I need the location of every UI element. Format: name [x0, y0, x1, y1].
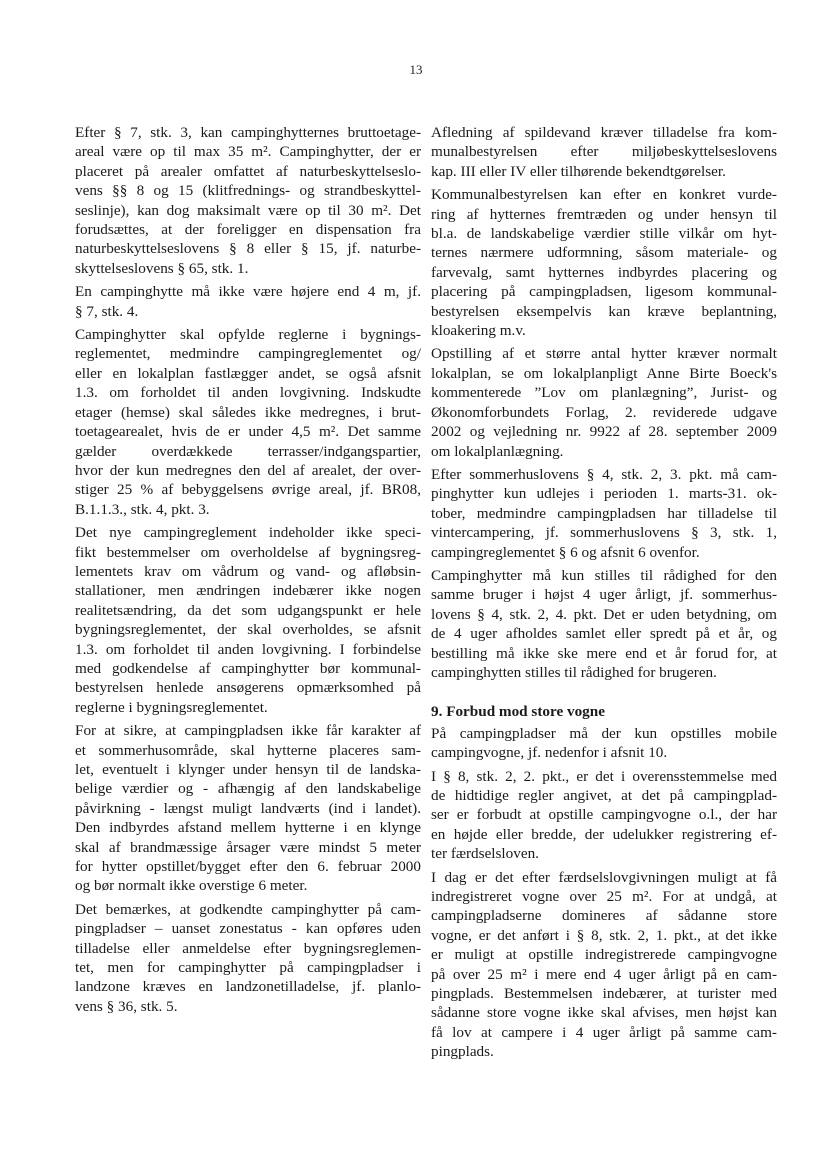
paragraph [431, 868, 777, 1062]
text-line: munalbestyrelsen efter miljøbeskyttelseslovens [431, 143, 777, 161]
paragraph [431, 566, 777, 682]
text-line: vens §§ 8 og 15 (klitfrednings- og strandbeskyttel- [75, 182, 421, 200]
text-line: bestyrelsen henlede ansøgerens opmærksomhed på [75, 679, 421, 697]
text-line: Afledning af spildevand kræver tilladelse fra kom- [431, 124, 777, 141]
text-line: naturbeskyttelseslovens § 8 eller § 15, jf. naturbe- [75, 240, 421, 258]
text-line: vens § 36, stk. 5. [75, 997, 178, 1015]
paragraph [431, 465, 777, 562]
text-line: 1.3. om forholdet til anden lovgivning. I forbindelse [75, 640, 421, 658]
text-line: hvor der kun medregnes den del af arealet, der over- [75, 461, 421, 479]
text-line: lovens § 4, stk. 2, 4. pkt. Det er uden betydning, om [431, 605, 777, 623]
text-line: et sommerhusområde, skal hytterne placeres sam- [75, 741, 421, 759]
text-line: kommenterede ”Lov om planlægning”, Jurist- og [431, 384, 777, 402]
text-line: ser er forbudt at opstille campingvogne o.l., der har [431, 806, 777, 824]
text-line: toetagearealet, hvis de er under 4,5 m². Det samme [75, 423, 421, 441]
text-line: de hidtidige regler angivet, at det på campingplad- [431, 787, 777, 804]
paragraph [431, 185, 777, 340]
text-line: farvevalg, samt hytternes indbyrdes placering og [431, 263, 777, 281]
paragraph [75, 123, 421, 278]
text-line: 2002 og vejledning nr. 9922 af 28. september 2009 [431, 423, 777, 441]
text-line: Opstilling af et større antal hytter kræver normalt [431, 345, 777, 363]
text-line: skyttelseslovens § 65, stk. 1. [75, 259, 249, 277]
text-line: placering på campingpladsen, ligesom kommunal- [431, 283, 777, 301]
text-line: for hytter opstillet/bygget efter den 6. februar 2000 [75, 858, 421, 876]
text-line: reglerne i bygningsreglementet. [75, 698, 268, 716]
text-line: bestyrelsen eksempelvis kan kræve beplantning, [431, 302, 777, 320]
text-line: en højde eller bredde, der udelukker registrering ef- [431, 825, 777, 843]
text-line: pingpladser – uanset zonestatus - kan opføres uden [75, 920, 421, 938]
text-line: på over 25 m² i mere end 4 uger årligt på en cam- [431, 965, 777, 983]
text-line: På campingpladser må der kun opstilles mobile [431, 724, 777, 742]
text-line: de 4 uger afholdes samlet eller spredt på et år, og [431, 625, 777, 643]
text-line: kap. III eller IV eller tilhørende bekendtgørelser. [431, 162, 726, 180]
paragraph [75, 900, 421, 1016]
text-line: Campinghytter skal opfylde reglerne i bygnings- [75, 326, 421, 344]
text-line: vintercampering, jf. sommerhuslovens § 3, stk. 1, [431, 524, 777, 542]
text-line: campingreglementet § 6 og afsnit 6 ovenfor. [431, 543, 700, 561]
text-line: Det nye campingreglement indeholder ikke speci- [75, 524, 421, 542]
text-line: ter færdselsloven. [431, 845, 539, 863]
paragraph [431, 344, 777, 460]
text-line: pinghytter kun udlejes i perioden 1. marts-31. ok- [431, 485, 777, 503]
text-line: tober, medmindre campingpladsen har tilladelse til [431, 504, 777, 522]
text-line: belige værdier og - afhængig af den landskabelige [75, 780, 421, 798]
text-line: skal af brandmæssige årsager være mindst 5 meter [75, 838, 421, 856]
text-line: med godkendelse af campinghytter bør kommunal- [75, 659, 421, 677]
text-line: pingplads. Bestemmelsen indebærer, at turister med [431, 985, 777, 1003]
text-line: Campinghytter må kun stilles til rådighed for den [431, 566, 777, 584]
text-line: Økonomforbundets Forlag, 2. reviderede udgave [431, 403, 777, 421]
text-line: stallationer, men ændringen indebærer ikke nogen [75, 582, 421, 600]
text-line: Den indbyrdes afstand mellem hytterne i en klynge [75, 819, 421, 837]
text-line: stiger 25 % af bebyggelsens øvrige areal, jf. BR08, [75, 481, 421, 499]
text-line: For at sikre, at campingpladsen ikke får karakter af [75, 722, 421, 740]
left-column [75, 123, 421, 1020]
text-line: vogne, er det anført i § 8, stk. 2, 1. pkt., at det ikke [431, 926, 777, 944]
paragraph [75, 282, 421, 321]
text-line: forudsættes, at der foreligger en dispensation fra [75, 221, 421, 239]
text-line: lokalplan, se om lokalplanpligt Anne Birte Boeck's [431, 364, 777, 382]
text-line: sådanne store vogne ikke skal afvises, men højst kan [431, 1004, 777, 1022]
text-line: reglementet, medmindre campingreglementet og/ [75, 345, 421, 363]
text-line: Det bemærkes, at godkendte campinghytter på cam- [75, 900, 421, 918]
right-paragraphs-before-heading [431, 123, 777, 682]
text-line: gælder overdækkede terrasser/indgangspartier, [75, 442, 421, 460]
text-line: areal være op til max 35 m². Campinghytter, der er [75, 143, 421, 161]
text-line: kloakering m.v. [431, 322, 526, 340]
text-line: seslinje), kan dog maksimalt være op til 30 m². Det [75, 201, 421, 219]
text-line: let, eventuelt i klynger under hensyn til de landska- [75, 761, 421, 778]
text-line: eller en lokalplan fastlægger andet, se også afsnit [75, 364, 421, 382]
text-line: 1.3. om forholdet til anden lovgivning. Indskudte [75, 384, 421, 402]
right-paragraphs-after-heading [431, 724, 777, 1062]
text-line: I § 8, stk. 2, 2. pkt., er det i overensstemmelse med [431, 767, 777, 785]
text-line: placeret på arealer omfattet af naturbeskyttelseslo- [75, 162, 421, 180]
text-line: indregistreret vogne over 25 m². For at undgå, at [431, 888, 777, 906]
text-line: Efter sommerhuslovens § 4, stk. 2, 3. pkt. må cam- [431, 465, 777, 483]
text-line: realitetsændring, da det som udgangspunkt er hele [75, 601, 421, 619]
page-number: 13 [409, 62, 423, 77]
text-line: bygningsreglementet, der skal overholdes, se afsnit [75, 621, 421, 639]
text-line: tilladelse eller anmeldelse efter bygningsreglemen- [75, 939, 421, 957]
text-line: ternes nærmere udformning, såsom materiale- og [431, 244, 777, 262]
paragraph [431, 724, 777, 763]
text-line: En campinghytte må ikke være højere end 4 m, jf. [75, 283, 421, 301]
text-line: etager (hemse) skal således ikke medregnes, i brut- [75, 403, 421, 421]
text-line: pingplads. [431, 1043, 494, 1061]
text-line: § 7, stk. 4. [75, 302, 139, 320]
text-line: er muligt at opstille indregistrerede campingvogne [431, 946, 777, 964]
text-line: Efter § 7, stk. 3, kan campinghytternes bruttoetage- [75, 124, 421, 141]
text-line: om lokalplanlægning. [431, 442, 564, 460]
text-line: B.1.1.3., stk. 4, pkt. 3. [75, 500, 210, 518]
text-line: I dag er det efter færdselslovgivningen muligt at få [431, 868, 777, 886]
text-line: landzone kræves en landzonetilladelse, jf. planlo- [75, 978, 421, 996]
text-line: ring af hytternes fremtræden og under hensyn til [431, 205, 777, 223]
paragraph [431, 767, 777, 864]
text-line: påvirkning - længst muligt landværts (ind i landet). [75, 799, 421, 817]
paragraph [75, 325, 421, 519]
text-line: samme bruger i højst 4 uger årligt, jf. sommerhus- [431, 586, 777, 604]
section-heading: 9. Forbud mod store vogne [431, 703, 605, 721]
text-line: campingpladserne domineres af sådanne store [431, 907, 777, 925]
paragraph [431, 123, 777, 181]
text-line: tet, men for campinghytter på campingpladser i [75, 959, 421, 977]
text-line: bl.a. de landskabelige værdier stille vilkår om hyt- [431, 225, 777, 243]
paragraph [75, 721, 421, 896]
text-line: og bør normalt ikke overstige 6 meter. [75, 877, 308, 895]
text-line: lementets krav om vådrum og vand- og afløbsin- [75, 562, 421, 580]
text-line: Kommunalbestyrelsen kan efter en konkret vurde- [431, 186, 777, 204]
text-line: bestilling må ikke ske mere end et år forud for, at [431, 644, 777, 662]
right-column [431, 123, 777, 1066]
text-line: campinghytten stilles til rådighed for brugeren. [431, 663, 717, 681]
text-line: fikt bestemmelser om overholdelse af bygningsreg- [75, 543, 421, 561]
text-line: få lov at campere i 4 uger årligt på samme cam- [431, 1023, 777, 1041]
paragraph [75, 523, 421, 717]
text-line: campingvogne, jf. nedenfor i afsnit 10. [431, 744, 668, 762]
